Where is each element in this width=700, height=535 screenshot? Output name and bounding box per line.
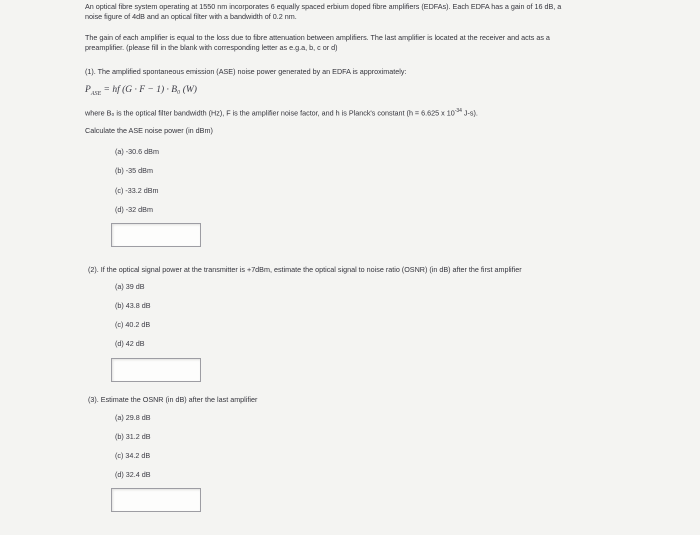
q2-option-a: (a) 39 dB — [115, 282, 145, 291]
q3-option-c: (c) 34.2 dB — [115, 451, 151, 460]
formula-lhs: P — [85, 85, 91, 95]
intro-line-4: preamplifier. (please fill in the blank with corresponding letter as e.g.a, b, c or d) — [85, 43, 338, 52]
intro-line-2: noise figure of 4dB and an optical filter with a bandwidth of 0.2 nm. — [85, 12, 297, 21]
formula-rhs: = hf (G · F − 1) · B₀ (W) — [101, 85, 197, 95]
q1-answer-field[interactable] — [111, 223, 201, 247]
q3-option-b: (b) 31.2 dB — [115, 432, 151, 441]
q1-option-b: (b) -35 dBm — [115, 166, 153, 175]
q3-answer-field[interactable] — [111, 488, 201, 512]
q2-option-b: (b) 43.8 dB — [115, 301, 151, 310]
intro-line-3: The gain of each amplifier is equal to the loss due to fibre attenuation between amplifiers. The last amplifier is located at the receiver and acts as a — [85, 33, 550, 42]
q2-option-d: (d) 42 dB — [115, 339, 145, 348]
formula-sub: ASE — [90, 90, 102, 97]
q1-label: (1). The amplified spontaneous emission (ASE) noise power generated by an EDFA is approximately: — [85, 67, 407, 76]
q2-option-c: (c) 40.2 dB — [115, 320, 151, 329]
q1-option-c: (c) -33.2 dBm — [115, 186, 159, 195]
q1-option-a: (a) -30.6 dBm — [115, 147, 159, 156]
intro-line-1: An optical fibre system operating at 1550 nm incorporates 6 equally spaced erbium doped fibre amplifiers (EDFAs). Each EDFA has a gain of 16 dB, a — [85, 2, 562, 11]
q2-answer-field[interactable] — [111, 358, 201, 382]
q3-option-a: (a) 29.8 dB — [115, 413, 151, 422]
q2-label: (2). If the optical signal power at the transmitter is +7dBm, estimate the optical signal to noise ratio (OSNR) (in dB) after the first amplifier — [88, 265, 522, 274]
q3-option-d: (d) 32.4 dB — [115, 470, 151, 479]
q3-label: (3). Estimate the OSNR (in dB) after the last amplifier — [88, 395, 258, 404]
ase-formula — [85, 85, 197, 97]
q1-prompt: Calculate the ASE noise power (in dBm) — [85, 126, 213, 135]
q1-where: where B₀ is the optical filter bandwidth (Hz), F is the amplifier noise factor, and h is Planck's constant (h = 6.625 x $10^{-34}$ J-s). — [85, 108, 478, 118]
q1-option-d: (d) -32 dBm — [115, 205, 153, 214]
